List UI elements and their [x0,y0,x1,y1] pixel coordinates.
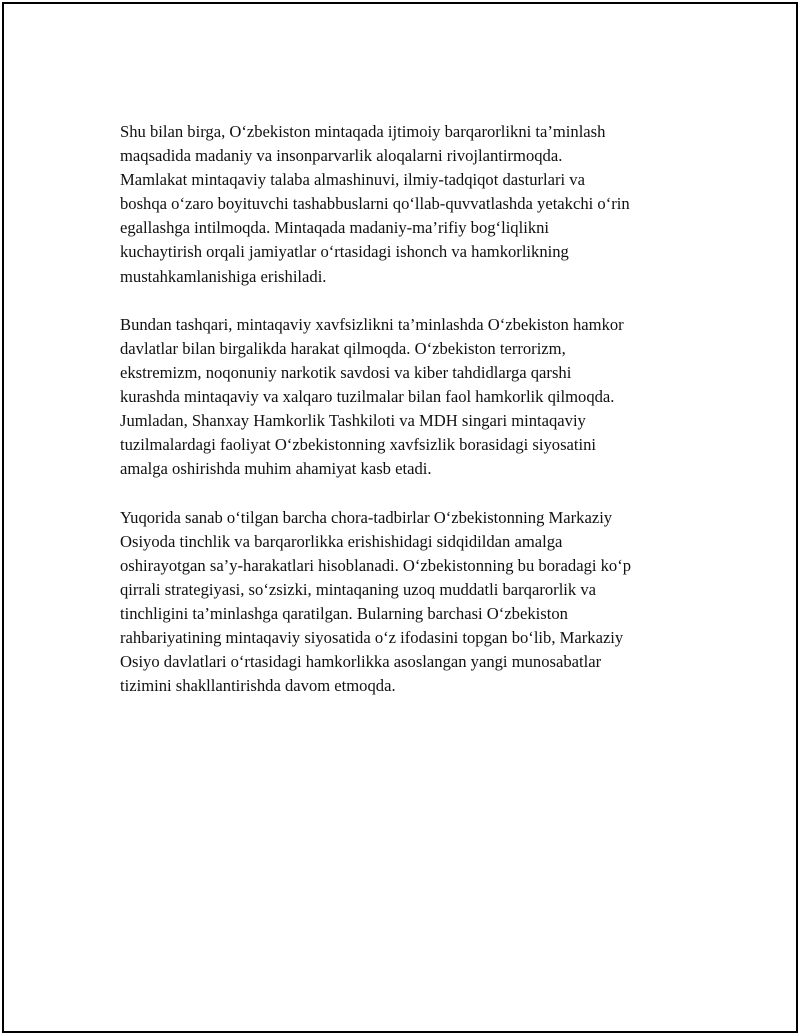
paragraph-line: kuchaytirish orqali jamiyatlar o‘rtasidagi ishonch va hamkorlikning [120,242,569,262]
paragraph-1 [120,120,690,289]
paragraph-line: davlatlar bilan birgalikda harakat qilmoqda. O‘zbekiston terrorizm, [120,338,566,358]
paragraph-line: mustahkamlanishiga erishiladi. [120,266,327,286]
paragraph-line: tizimini shakllantirishda davom etmoqda. [120,676,396,696]
paragraph-line: Yuqorida sanab o‘tilgan barcha chora-tadbirlar O‘zbekistonning Markaziy [120,507,613,527]
paragraph-line: Mamlakat mintaqaviy talaba almashinuvi, ilmiy-tadqiqot dasturlari va [120,170,585,190]
paragraph-line: tinchligini ta’minlashga qaratilgan. Bularning barchasi O‘zbekiston [120,603,568,623]
paragraph-3 [120,506,690,699]
paragraph-2 [120,313,690,482]
paragraph-line: egallashga intilmoqda. Mintaqada madaniy-ma’rifiy bog‘liqlikni [120,218,550,238]
paragraph-line: Osiyo davlatlari o‘rtasidagi hamkorlikka asoslangan yangi munosabatlar [120,652,602,672]
paragraph-line: Shu bilan birga, O‘zbekiston mintaqada ijtimoiy barqarorlikni ta’minlash [120,122,606,141]
paragraph-line: rahbariyatining mintaqaviy siyosatida o‘z ifodasini topgan bo‘lib, Markaziy [120,627,624,647]
document-page [2,2,798,1033]
paragraph-line: qirrali strategiyasi, so‘zsizki, mintaqaning uzoq muddatli barqarorlik va [120,579,597,599]
paragraph-line: ekstremizm, noqonuniy narkotik savdosi va kiber tahdidlarga qarshi [120,362,572,382]
paragraph-line: Bundan tashqari, mintaqaviy xavfsizlikni ta’minlashda O‘zbekiston hamkor [120,314,624,334]
paragraph-line: amalga oshirishda muhim ahamiyat kasb etadi. [120,459,432,479]
document-body [120,120,690,722]
paragraph-line: boshqa o‘zaro boyituvchi tashabbuslarni qo‘llab-quvvatlashda yetakchi o‘rin [120,194,630,214]
paragraph-line: kurashda mintaqaviy va xalqaro tuzilmalar bilan faol hamkorlik qilmoqda. [120,387,615,407]
paragraph-line: maqsadida madaniy va insonparvarlik aloqalarni rivojlantirmoqda. [120,146,563,166]
paragraph-line: Osiyoda tinchlik va barqarorlikka erishishidagi sidqidildan amalga [120,531,563,551]
paragraph-line: tuzilmalardagi faoliyat O‘zbekistonning xavfsizlik borasidagi siyosatini [120,435,597,455]
paragraph-line: oshirayotgan sa’y-harakatlari hisoblanadi. O‘zbekistonning bu boradagi ko‘p [120,555,632,575]
paragraph-line: Jumladan, Shanxay Hamkorlik Tashkiloti va MDH singari mintaqaviy [120,411,586,431]
